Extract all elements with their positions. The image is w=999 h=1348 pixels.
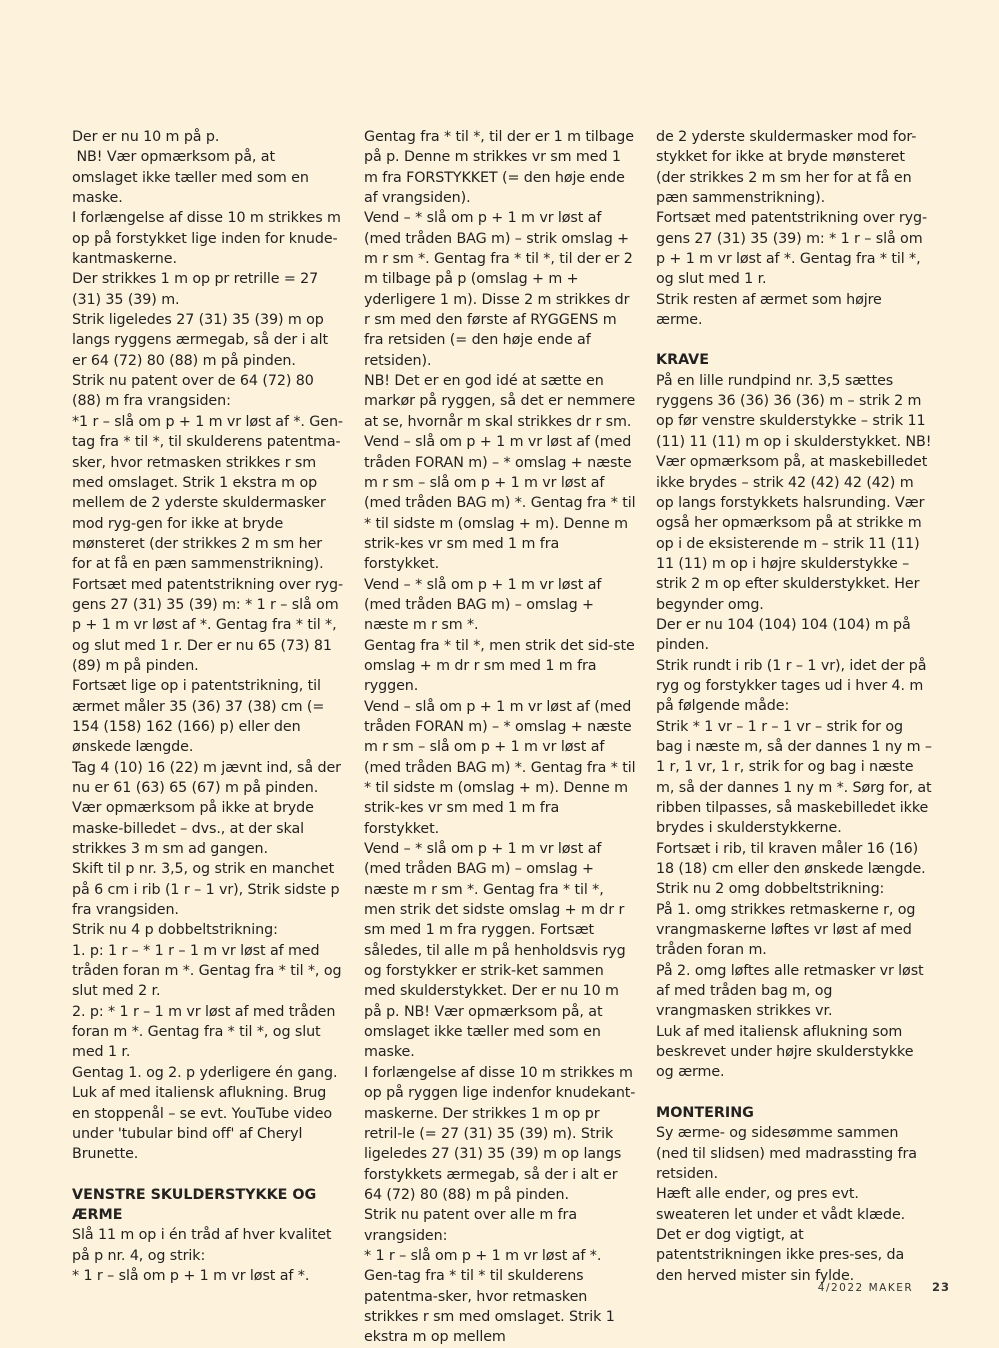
page-number: 23 xyxy=(931,1280,950,1294)
paragraph: Skift til p nr. 3,5, og strik en manchet på 6 cm i rib (1 r – 1 vr), Strik sidste p fra vrangsiden. xyxy=(72,861,340,919)
paragraph: På en lille rundpind nr. 3,5 sættes ryggens 36 (36) 36 (36) m – strik 2 m op før venstre skulderstykke – strik 11 (11) 11 (11) m op i skulderstykket. NB! Vær opmærksom på, at maskebilledet ikke brydes – strik 42 (42) 42 (42) m op langs forstykkets halsrunding. Vær også her opmærksom på at strikke m op i de eksisterende m – strik 11 (11) 11 (11) m op i højre skulderstykke – strik 2 m op efter skulderstykket. Her begynder omg. xyxy=(656,372,932,613)
paragraph: Fortsæt med patentstrikning over ryg-gens 27 (31) 35 (39) m: * 1 r – slå om p + 1 m vr løst af *. Gentag fra * til *, og slut med 1 r. Der er nu 65 (73) 81 (89) m på pinden. xyxy=(72,576,344,674)
paragraph: Strik resten af ærmet som højre ærme. xyxy=(656,291,882,329)
section-heading: VENSTRE SKULDERSTYKKE OG ÆRME xyxy=(72,1186,317,1223)
paragraph: Strik nu patent over alle m fra vrangsiden: xyxy=(364,1207,577,1244)
paragraph: Strik ligeledes 27 (31) 35 (39) m op langs ryggens ærmegab, så der i alt er 64 (72) 80 (88) m på pinden. xyxy=(72,312,328,369)
paragraph: 2. p: * 1 r – 1 m vr løst af med tråden foran m *. Gentag fra * til *, og slut med 1 r. xyxy=(72,1003,336,1061)
text-column-1 xyxy=(72,127,344,1286)
paragraph: *1 r – slå om p + 1 m vr løst af *. Gen-tag fra * til *, til skulderens patentma-sker, hvor retmasken strikkes r sm med omslaget. Strik 1 ekstra m op mellem de 2 yderste skuldermasker mod ryg-gen for ikke at bryde mønsteret (der strikkes 2 m sm her for at få en pæn sammenstrikning). xyxy=(72,413,343,573)
paragraph: Vend – * slå om p + 1 m vr løst af (med tråden BAG m) – strik omslag + m r sm *. Gentag fra * til *, til der er 2 m tilbage på p (omslag + m + yderligere 1 m). Disse 2 m strikkes dr r sm med den første af RYGGENS m fra retsiden (= den høje ende af retsiden). xyxy=(364,210,633,369)
text-column-2 xyxy=(364,127,636,1348)
paragraph: Der er nu 10 m på p. xyxy=(72,129,220,145)
paragraph: Vend – slå om p + 1 m vr løst af (med tråden FORAN m) – * omslag + næste m r sm – slå om p + 1 m vr løst af (med tråden BAG m) *. Gentag fra * til * til sidste m (omslag + m). Denne m strik-kes vr sm med 1 m fra forstykket. xyxy=(364,698,636,837)
paragraph: Fortsæt lige op i patentstrikning, til ærmet måler 35 (36) 37 (38) cm (= 154 (158) 162 (166) p) eller den ønskede længde. xyxy=(72,678,325,756)
paragraph: Strik rundt i rib (1 r – 1 vr), idet der på ryg og forstykker tages ud i hver 4. m på følgende måde: xyxy=(656,657,927,715)
section-heading: MONTERING xyxy=(656,1104,754,1121)
paragraph: Tag 4 (10) 16 (22) m jævnt ind, så der nu er 61 (63) 65 (67) m på pinden. Vær opmærksom på ikke at bryde maske-billedet – dvs., at der skal strikkes 3 m sm ad gangen. xyxy=(72,759,341,858)
paragraph: I forlængelse af disse 10 m strikkes m op på forstykket lige inden for knude-kantmaskerne. xyxy=(72,210,341,268)
paragraph: Luk af med italiensk aflukning som beskrevet under højre skulderstykke og ærme. xyxy=(656,1023,914,1081)
paragraph: Vend – * slå om p + 1 m vr løst af (med tråden BAG m) – omslag + næste m r sm *. xyxy=(364,576,602,634)
paragraph: Vend – slå om p + 1 m vr løst af (med tråden FORAN m) – * omslag + næste m r sm – slå om p + 1 m vr løst af (med tråden BAG m) *. Gentag fra * til * til sidste m (omslag + m). Denne m strik-kes vr sm med 1 m fra forstykket. xyxy=(364,434,636,573)
page-footer xyxy=(700,1280,950,1294)
paragraph: Gentag 1. og 2. p yderligere én gang. Luk af med italiensk aflukning. Brug en stoppenål – se evt. YouTube video under 'tubular bind off' af Cheryl Brunette. xyxy=(72,1064,338,1163)
issue-label: 4/2022 xyxy=(817,1282,864,1294)
section-heading: KRAVE xyxy=(656,352,710,369)
paragraph: * 1 r – slå om p + 1 m vr løst af *. Gen-tag fra * til * til skulderens patentma-sker, hvor retmasken strikkes r sm med omslaget. Strik 1 ekstra m op mellem xyxy=(364,1247,615,1346)
text-column-3 xyxy=(656,127,932,1286)
paragraph: NB! Det er en god idé at sætte en markør på ryggen, så det er nemmere at se, hvornår m skal strikkes dr r sm. xyxy=(364,373,636,430)
paragraph: Gentag fra * til *, til der er 1 m tilbage på p. Denne m strikkes vr sm med 1 m fra FORSTYKKET (= den høje ende af vrangsiden). xyxy=(364,129,634,207)
paragraph: Hæft alle ender, og pres evt. sweateren let under et vådt klæde. Det er dog vigtigt, at patentstrikningen ikke pres-ses, da den herved mister sin fylde. xyxy=(656,1186,906,1284)
paragraph: Fortsæt med patentstrikning over ryg-gens 27 (31) 35 (39) m: * 1 r – slå om p + 1 m vr løst af *. Gentag fra * til *, og slut med 1 r. xyxy=(656,210,928,288)
paragraph: Fortsæt i rib, til kraven måler 16 (16) 18 (18) cm eller den ønskede længde. xyxy=(656,840,926,878)
paragraph: I forlængelse af disse 10 m strikkes m op på ryggen lige indenfor knudekant-maskerne. Der strikkes 1 m op pr retril-le (= 27 (31) 35 (39) m). Strik ligeledes 27 (31) 35 (39) m op langs forstykkets ærmegab, så der i alt er 64 (72) 80 (88) m på pinden. xyxy=(364,1064,636,1203)
paragraph: Gentag fra * til *, men strik det sid-ste omslag + m dr r sm med 1 m fra ryggen. xyxy=(364,637,635,695)
paragraph: Strik nu patent over de 64 (72) 80 (88) m fra vrangsiden: xyxy=(72,373,314,410)
paragraph: Slå 11 m op i én tråd af hver kvalitet på p nr. 4, og strik: xyxy=(72,1227,332,1264)
paragraph: Der er nu 104 (104) 104 (104) m på pinden. xyxy=(656,616,911,654)
paragraph: Strik * 1 vr – 1 r – 1 vr – strik for og bag i næste m, så der dannes 1 ny m – 1 r, 1 vr, 1 r, strik for og bag i næste m, så der dannes 1 ny m *. Sørg for, at ribben tilpasses, så maskebilledet ikke brydes i skulderstykkerne. xyxy=(656,718,932,837)
paragraph: Strik nu 4 p dobbeltstrikning: xyxy=(72,922,278,939)
paragraph: Vend – * slå om p + 1 m vr løst af (med tråden BAG m) – omslag + næste m r sm *. Gentag fra * til *, men strik det sidste omslag + m dr r sm med 1 m fra ryggen. Fortsæt således, til alle m på henholdsvis ryg og forstykker er strik-ket sammen med skulderstykket. Der er nu 10 m på p. NB! Vær opmærksom på, at omslaget ikke tæller med som en maske. xyxy=(364,841,626,1061)
paragraph: På 2. omg løftes alle retmasker vr løst af med tråden bag m, og vrangmasken strikkes vr. xyxy=(656,962,924,1020)
paragraph: Der strikkes 1 m op pr retrille = 27 (31) 35 (39) m. xyxy=(72,271,319,308)
paragraph: Sy ærme- og sidesømme sammen (ned til slidsen) med madrassting fra retsiden. xyxy=(656,1125,917,1182)
paragraph: NB! Vær opmærksom på, at omslaget ikke tæller med som en maske. xyxy=(72,149,309,207)
paragraph: 1. p: 1 r – * 1 r – 1 m vr løst af med tråden foran m *. Gentag fra * til *, og slut med 2 r. xyxy=(72,942,342,1000)
paragraph: Strik nu 2 omg dobbeltstrikning: xyxy=(656,881,885,898)
magazine-name: MAKER xyxy=(868,1282,914,1294)
paragraph: På 1. omg strikkes retmaskerne r, og vrangmaskerne løftes vr løst af med tråden foran m. xyxy=(656,901,916,959)
paragraph: de 2 yderste skuldermasker mod for-stykket for ikke at bryde mønsteret (der strikkes 2 m sm her for at få en pæn sammenstrikning). xyxy=(656,129,917,207)
paragraph: * 1 r – slå om p + 1 m vr løst af *. xyxy=(72,1267,310,1284)
